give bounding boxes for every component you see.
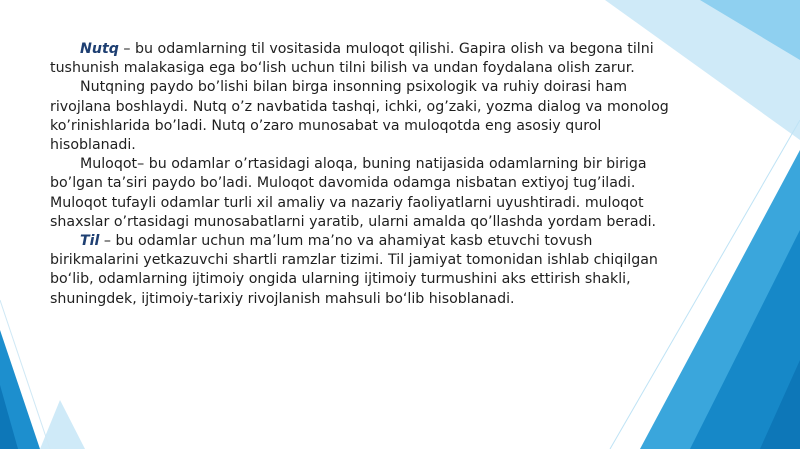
paragraph-til: [50, 232, 682, 309]
paragraph-text: – bu odamlarning til vositasida muloqot qilishi. Gapira olish va begona tilni tushunish malakasiga ega bo‘lish uchun tilni bilish va undan foydalana olish zarur.: [50, 41, 654, 77]
paragraph-nutq-development: [50, 78, 682, 155]
slide-text-body: [50, 40, 682, 309]
bg-shape-left-light: [40, 400, 85, 449]
paragraph-text: Muloqot– bu odamlar o’rtasidagi aloqa, buning natijasida odamlarning bir biriga bo’lgan ta’siri paydo bo’ladi. Muloqot davomida odamga nisbatan extiyoj tug’iladi. Muloqot tufayli odamlar turli xil amaliy va nazariy faoliyatlarni uyushtiradi. muloqot shaxslar o’rtasidagi munosabatlarni yaratib, ularni amalda qo’llashda yordam beradi.: [50, 156, 657, 230]
paragraph-text: Nutqning paydo bo’lishi bilan birga insonning psixologik va ruhiy doirasi ham rivojlana boshlaydi. Nutq o’z navbatida tashqi, ichki, og’zaki, yozma dialog va monolog ko’rinishlarida bo’ladi. Nutq o’zaro munosabat va muloqotda eng asosiy qurol hisoblanadi.: [50, 79, 669, 154]
term-til: Til: [80, 233, 100, 250]
paragraph-muloqot: [50, 155, 682, 232]
paragraph-text: – bu odamlar uchun ma’lum ma’no va ahamiyat kasb etuvchi tovush birikmalarini yetkazuvchi shartli ramzlar tizimi. Til jamiyat tomonidan ishlab chiqilgan bo‘lib, odamlarning ijtimoiy ongida ularning ijtimoiy turmushini aks ettirish shakli, shuningdek, ijtimoiy-tarixiy rivojlanish mahsuli bo‘lib hisoblanadi.: [50, 233, 658, 307]
term-nutq: Nutq: [80, 41, 119, 57]
paragraph-nutq: [50, 40, 682, 78]
